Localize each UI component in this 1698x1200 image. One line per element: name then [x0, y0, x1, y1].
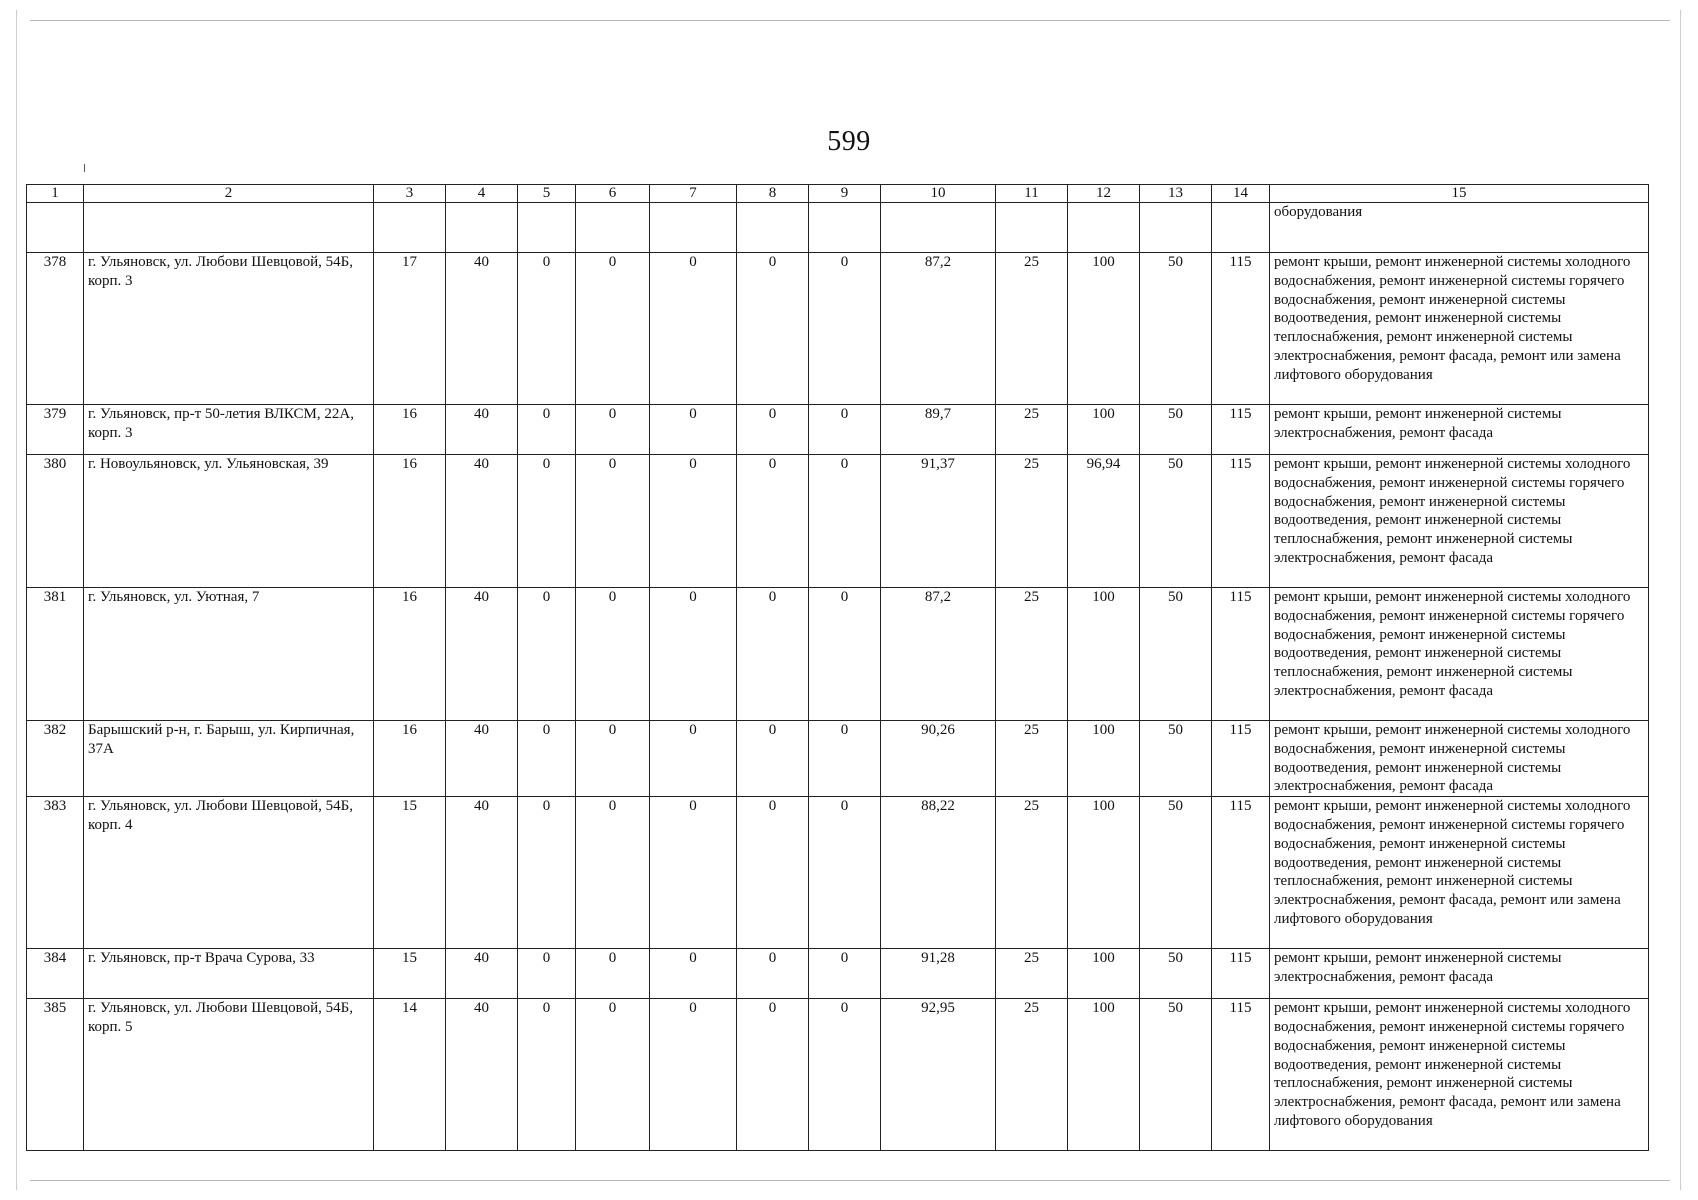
header-cell-15: 15: [1270, 185, 1649, 203]
cell-row-number: 382: [27, 721, 84, 797]
table-row: [27, 999, 1649, 1151]
cell-col-3: 14: [374, 999, 446, 1151]
cell-col-5: 0: [518, 797, 576, 949]
header-cell-14: 14: [1212, 185, 1270, 203]
cell-col-14: 115: [1212, 949, 1270, 999]
cell-col-8: 0: [737, 797, 809, 949]
cell-col-3: 17: [374, 253, 446, 405]
cell-col-4: 40: [446, 721, 518, 797]
scan-border-bottom: [30, 1180, 1670, 1181]
cell-col-13: 50: [1140, 797, 1212, 949]
cell-col-6: 0: [576, 721, 650, 797]
cell-col-9: 0: [809, 588, 881, 721]
cell-col-12: 100: [1068, 999, 1140, 1151]
cell-col-8: 0: [737, 253, 809, 405]
cell-col-4: 40: [446, 588, 518, 721]
cell-col-10: 92,95: [881, 999, 996, 1151]
header-cell-2: 2: [84, 185, 374, 203]
table-row: [27, 721, 1649, 797]
cell-col-8: 0: [737, 949, 809, 999]
cell-col-14: 115: [1212, 797, 1270, 949]
cell-empty: [374, 203, 446, 253]
cell-empty: [809, 203, 881, 253]
table-row: [27, 405, 1649, 455]
cell-col-12: 100: [1068, 949, 1140, 999]
cell-col-3: 15: [374, 797, 446, 949]
table-row: [27, 797, 1649, 949]
cell-empty: [84, 203, 374, 253]
cell-col-11: 25: [996, 588, 1068, 721]
table-row: [27, 949, 1649, 999]
cell-col-9: 0: [809, 253, 881, 405]
cell-col-8: 0: [737, 999, 809, 1151]
cell-col-13: 50: [1140, 455, 1212, 588]
cell-empty: [27, 203, 84, 253]
header-cell-11: 11: [996, 185, 1068, 203]
cell-col-4: 40: [446, 797, 518, 949]
cell-empty: [446, 203, 518, 253]
cell-col-3: 16: [374, 588, 446, 721]
cell-col-13: 50: [1140, 949, 1212, 999]
cell-col-7: 0: [650, 405, 737, 455]
cell-col-12: 100: [1068, 588, 1140, 721]
cell-col-6: 0: [576, 588, 650, 721]
cell-col-4: 40: [446, 253, 518, 405]
continuation-row: [27, 203, 1649, 253]
cell-col-12: 100: [1068, 405, 1140, 455]
cell-works-list: ремонт крыши, ремонт инженерной системы электроснабжения, ремонт фасада: [1270, 949, 1649, 999]
header-cell-4: 4: [446, 185, 518, 203]
works-table: [26, 184, 1649, 1151]
cell-col-12: 96,94: [1068, 455, 1140, 588]
cell-col-7: 0: [650, 588, 737, 721]
cell-col-9: 0: [809, 721, 881, 797]
cell-col-5: 0: [518, 455, 576, 588]
header-cell-3: 3: [374, 185, 446, 203]
cell-col-9: 0: [809, 797, 881, 949]
header-cell-1: 1: [27, 185, 84, 203]
cell-col-11: 25: [996, 999, 1068, 1151]
cell-col-13: 50: [1140, 405, 1212, 455]
cell-col-11: 25: [996, 949, 1068, 999]
cell-col-4: 40: [446, 999, 518, 1151]
cell-col-5: 0: [518, 405, 576, 455]
tick-mark: [84, 164, 85, 172]
cell-col-5: 0: [518, 999, 576, 1151]
cell-works-list: ремонт крыши, ремонт инженерной системы холодного водоснабжения, ремонт инженерной системы горячего водоснабжения, ремонт инженерной системы водоотведения, ремонт инженерной системы теплоснабжения, ремонт инженерной системы электроснабжения, ремонт фасада, ремонт или замена лифтового оборудования: [1270, 999, 1649, 1151]
cell-col-10: 87,2: [881, 253, 996, 405]
cell-col-6: 0: [576, 999, 650, 1151]
cell-col-10: 91,28: [881, 949, 996, 999]
cell-col-9: 0: [809, 999, 881, 1151]
cell-col-9: 0: [809, 949, 881, 999]
cell-col-6: 0: [576, 253, 650, 405]
cell-col-5: 0: [518, 253, 576, 405]
cell-row-number: 379: [27, 405, 84, 455]
cell-col-3: 16: [374, 405, 446, 455]
header-cell-9: 9: [809, 185, 881, 203]
cell-row-number: 384: [27, 949, 84, 999]
header-cell-13: 13: [1140, 185, 1212, 203]
header-cell-7: 7: [650, 185, 737, 203]
cell-col-10: 89,7: [881, 405, 996, 455]
cell-col-11: 25: [996, 253, 1068, 405]
cell-empty: [576, 203, 650, 253]
continuation-text: оборудования: [1270, 203, 1649, 253]
cell-col-14: 115: [1212, 455, 1270, 588]
cell-col-13: 50: [1140, 588, 1212, 721]
cell-works-list: ремонт крыши, ремонт инженерной системы холодного водоснабжения, ремонт инженерной системы горячего водоснабжения, ремонт инженерной системы водоотведения, ремонт инженерной системы теплоснабжения, ремонт инженерной системы электроснабжения, ремонт фасада, ремонт или замена лифтового оборудования: [1270, 797, 1649, 949]
cell-col-11: 25: [996, 405, 1068, 455]
cell-col-12: 100: [1068, 253, 1140, 405]
cell-empty: [737, 203, 809, 253]
cell-row-number: 380: [27, 455, 84, 588]
page-number: 599: [827, 126, 871, 157]
cell-col-9: 0: [809, 405, 881, 455]
table-row: [27, 253, 1649, 405]
cell-col-14: 115: [1212, 405, 1270, 455]
cell-row-number: 385: [27, 999, 84, 1151]
cell-col-12: 100: [1068, 797, 1140, 949]
cell-empty: [1140, 203, 1212, 253]
cell-col-8: 0: [737, 721, 809, 797]
header-cell-10: 10: [881, 185, 996, 203]
cell-col-5: 0: [518, 588, 576, 721]
cell-row-number: 383: [27, 797, 84, 949]
cell-col-10: 91,37: [881, 455, 996, 588]
cell-row-number: 378: [27, 253, 84, 405]
cell-col-8: 0: [737, 405, 809, 455]
cell-col-7: 0: [650, 455, 737, 588]
cell-col-4: 40: [446, 455, 518, 588]
cell-col-8: 0: [737, 455, 809, 588]
cell-col-14: 115: [1212, 253, 1270, 405]
cell-col-14: 115: [1212, 999, 1270, 1151]
cell-empty: [1068, 203, 1140, 253]
cell-col-5: 0: [518, 721, 576, 797]
cell-col-12: 100: [1068, 721, 1140, 797]
cell-empty: [881, 203, 996, 253]
cell-empty: [518, 203, 576, 253]
cell-works-list: ремонт крыши, ремонт инженерной системы холодного водоснабжения, ремонт инженерной системы горячего водоснабжения, ремонт инженерной системы водоотведения, ремонт инженерной системы теплоснабжения, ремонт инженерной системы электроснабжения, ремонт фасада, ремонт или замена лифтового оборудования: [1270, 253, 1649, 405]
cell-col-6: 0: [576, 455, 650, 588]
cell-col-11: 25: [996, 455, 1068, 588]
cell-works-list: ремонт крыши, ремонт инженерной системы холодного водоснабжения, ремонт инженерной системы горячего водоснабжения, ремонт инженерной системы водоотведения, ремонт инженерной системы теплоснабжения, ремонт инженерной системы электроснабжения, ремонт фасада: [1270, 455, 1649, 588]
table-body: [27, 185, 1649, 1151]
cell-col-8: 0: [737, 588, 809, 721]
scan-border-right: [1680, 10, 1681, 1190]
cell-col-7: 0: [650, 797, 737, 949]
cell-col-6: 0: [576, 797, 650, 949]
header-cell-12: 12: [1068, 185, 1140, 203]
table-row: [27, 455, 1649, 588]
cell-col-6: 0: [576, 949, 650, 999]
header-row: [27, 185, 1649, 203]
cell-address: г. Ульяновск, ул. Уютная, 7: [84, 588, 374, 721]
cell-address: г. Ульяновск, ул. Любови Шевцовой, 54Б, корп. 4: [84, 797, 374, 949]
cell-col-3: 15: [374, 949, 446, 999]
cell-col-9: 0: [809, 455, 881, 588]
cell-col-5: 0: [518, 949, 576, 999]
cell-address: г. Ульяновск, пр-т 50-летия ВЛКСМ, 22А, корп. 3: [84, 405, 374, 455]
cell-col-3: 16: [374, 455, 446, 588]
cell-works-list: ремонт крыши, ремонт инженерной системы холодного водоснабжения, ремонт инженерной системы водоотведения, ремонт инженерной системы электроснабжения, ремонт фасада: [1270, 721, 1649, 797]
cell-col-7: 0: [650, 949, 737, 999]
cell-address: г. Ульяновск, пр-т Врача Сурова, 33: [84, 949, 374, 999]
scan-border-left: [16, 10, 17, 1190]
cell-row-number: 381: [27, 588, 84, 721]
cell-col-13: 50: [1140, 721, 1212, 797]
cell-address: Барышский р-н, г. Барыш, ул. Кирпичная, 37А: [84, 721, 374, 797]
cell-col-10: 88,22: [881, 797, 996, 949]
cell-col-10: 87,2: [881, 588, 996, 721]
cell-col-13: 50: [1140, 999, 1212, 1151]
cell-empty: [996, 203, 1068, 253]
cell-address: г. Ульяновск, ул. Любови Шевцовой, 54Б, корп. 3: [84, 253, 374, 405]
cell-works-list: ремонт крыши, ремонт инженерной системы электроснабжения, ремонт фасада: [1270, 405, 1649, 455]
cell-col-11: 25: [996, 797, 1068, 949]
cell-col-14: 115: [1212, 721, 1270, 797]
cell-col-6: 0: [576, 405, 650, 455]
cell-col-10: 90,26: [881, 721, 996, 797]
cell-col-7: 0: [650, 999, 737, 1151]
cell-col-7: 0: [650, 253, 737, 405]
cell-col-7: 0: [650, 721, 737, 797]
cell-col-4: 40: [446, 405, 518, 455]
header-cell-5: 5: [518, 185, 576, 203]
cell-col-3: 16: [374, 721, 446, 797]
cell-col-4: 40: [446, 949, 518, 999]
cell-empty: [1212, 203, 1270, 253]
cell-address: г. Новоульяновск, ул. Ульяновская, 39: [84, 455, 374, 588]
table-row: [27, 588, 1649, 721]
header-cell-8: 8: [737, 185, 809, 203]
cell-empty: [650, 203, 737, 253]
cell-col-13: 50: [1140, 253, 1212, 405]
cell-col-11: 25: [996, 721, 1068, 797]
cell-col-14: 115: [1212, 588, 1270, 721]
cell-address: г. Ульяновск, ул. Любови Шевцовой, 54Б, корп. 5: [84, 999, 374, 1151]
cell-works-list: ремонт крыши, ремонт инженерной системы холодного водоснабжения, ремонт инженерной системы горячего водоснабжения, ремонт инженерной системы водоотведения, ремонт инженерной системы теплоснабжения, ремонт инженерной системы электроснабжения, ремонт фасада: [1270, 588, 1649, 721]
scan-border-top: [30, 20, 1670, 21]
header-cell-6: 6: [576, 185, 650, 203]
